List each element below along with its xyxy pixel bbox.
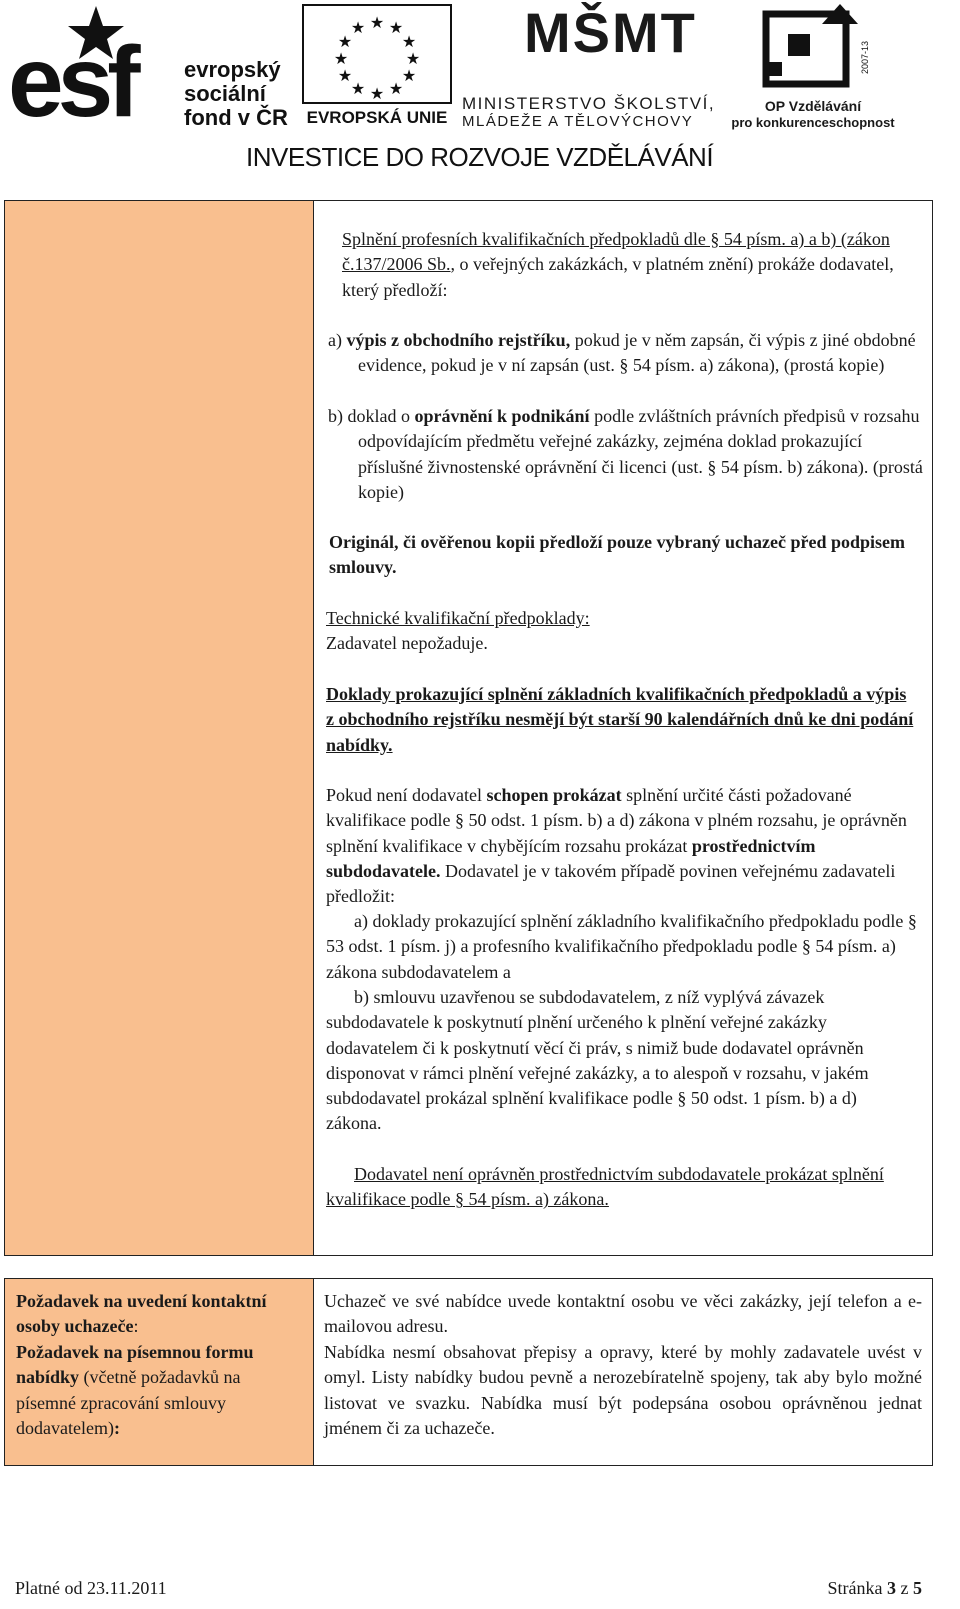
footer-valid-from: Platné od 23.11.2011 bbox=[15, 1578, 167, 1598]
table-row-qualification bbox=[4, 200, 933, 1256]
slogan: INVESTICE DO ROZVOJE VZDĚLÁVÁNÍ bbox=[246, 142, 714, 172]
tech-heading: Technické kvalifikační předpoklady: bbox=[326, 608, 590, 628]
msmt-line2: MLÁDEŽE A TĚLOVÝCHOVY bbox=[462, 113, 694, 130]
subcontractor-paragraph: Pokud není dodavatel schopen prokázat splnění určité části požadované kvalifikace podle § 50 odst. 1 písm. b) a d) zákona v plném rozsahu, je oprávněn splnění kvalifikace v chybějícím rozsahu prokázat prostřednictvím subdodavatele. Dodavatel je v takovém případě povinen veřejnému zadavateli předložit: bbox=[326, 785, 907, 907]
label-cell bbox=[5, 1279, 314, 1465]
age-note: Doklady prokazující splnění základních kvalifikačních předpokladů a výpis z obchodního rejstříku nesmějí být starší 90 kalendářních dnů ke dni podání nabídky. bbox=[326, 684, 914, 755]
svg-text:★: ★ bbox=[333, 51, 349, 68]
svg-text:★: ★ bbox=[401, 34, 417, 51]
content-cell bbox=[314, 201, 932, 1255]
contact-requirement-label: Požadavek na uvedení kontaktní osoby uchazeče: bbox=[16, 1291, 267, 1337]
esf-mark: esf bbox=[8, 26, 135, 138]
eu-text: EVROPSKÁ UNIE bbox=[306, 108, 448, 127]
msmt-mark: MŠMT bbox=[524, 1, 697, 64]
svg-text:★: ★ bbox=[369, 86, 385, 102]
svg-text:★: ★ bbox=[369, 15, 385, 32]
esf-logo bbox=[8, 4, 298, 138]
sub-item-a: a) doklady prokazující splnění základního kvalifikačního předpokladu podle § 53 odst. 1 písm. j) a profesního kvalifikačního předpokladu podle § 54 písm. a) zákona subdodavatelem a bbox=[326, 911, 917, 982]
esf-text: evropský sociální fond v ČR bbox=[184, 57, 288, 130]
op-logo bbox=[728, 4, 898, 130]
msmt-logo bbox=[462, 1, 722, 130]
op-arrow-icon bbox=[728, 4, 898, 96]
svg-text:★: ★ bbox=[405, 51, 421, 68]
op-line1: OP Vzdělávání bbox=[764, 98, 862, 114]
contact-requirement-text: Uchazeč ve své nabídce uvede kontaktní osobu ve věci zakázky, její telefon a e-mailovou adresu. bbox=[324, 1291, 922, 1337]
op-line2: pro konkurenceschopnost bbox=[731, 115, 895, 130]
label-cell bbox=[5, 201, 314, 1255]
content-cell bbox=[314, 1279, 932, 1465]
item-a: a) výpis z obchodního rejstříku, pokud je v něm zapsán, či výpis z jiné obdobné evidence, pokud je v ní zapsán (ust. § 54 písm. a) zákona), (prostá kopie) bbox=[328, 330, 916, 376]
svg-text:★: ★ bbox=[388, 20, 404, 37]
footer-page-number: Stránka 3 z 5 bbox=[827, 1578, 922, 1598]
svg-text:★: ★ bbox=[350, 20, 366, 37]
svg-text:★: ★ bbox=[337, 34, 353, 51]
eu-logo bbox=[302, 4, 450, 130]
original-note: Originál, či ověřenou kopii předloží pouze vybraný uchazeč před podpisem smlouvy. bbox=[329, 532, 906, 578]
written-form-text: Nabídka nesmí obsahovat přepisy a opravy, které by mohly zadavatele uvést v omyl. Listy nabídky budou pevně a nerozebíratelně spojeny, tak aby bylo možné listovat ve svazku. Nabídka musí být podepsána osobou oprávněnou jednat jménem či za uchazeče. bbox=[324, 1342, 922, 1438]
header-logos bbox=[0, 0, 960, 172]
svg-text:★: ★ bbox=[401, 68, 417, 85]
intro-paragraph: Splnění profesních kvalifikačních předpokladů dle § 54 písm. a) a b) (zákon č.137/2006 Sb., o veřejných zakázkách, v platném znění) prokáže dodavatel, který předloží: bbox=[342, 229, 894, 300]
sub-item-b: b) smlouvu uzavřenou se subdodavatelem, z níž vyplývá závazek subdodavatele k poskytnutí plnění určeného k plnění veřejné zakázky dodavatelem či k poskytnutí věcí či práv, s nimiž bude dodavatel oprávněn disponovat v rámci plnění veřejné zakázky, a to alespoň v rozsahu, v jakém subdodavatel prokázal splnění kvalifikace podle § 50 odst. 1 písm. b) a d) zákona. bbox=[326, 987, 869, 1134]
eu-flag bbox=[302, 4, 452, 104]
table-row-contact bbox=[4, 1278, 933, 1466]
msmt-line1: MINISTERSTVO ŠKOLSTVÍ, bbox=[462, 94, 716, 113]
final-note: Dodavatel není oprávněn prostřednictvím subdodavatele prokázat splnění kvalifikace podle § 54 písm. a) zákona. bbox=[326, 1164, 884, 1210]
item-b: b) doklad o oprávnění k podnikání podle zvláštních právních předpisů v rozsahu odpovídajícím předmětu veřejné zakázky, zejména doklad prokazující příslušné živnostenské oprávnění či licenci (ust. § 54 písm. b) zákona). (prostá kopie) bbox=[328, 406, 923, 502]
svg-text:★: ★ bbox=[337, 68, 353, 85]
svg-text:★: ★ bbox=[350, 81, 366, 98]
written-form-label: Požadavek na písemnou formu nabídky (včetně požadavků na písemné zpracování smlouvy dodavatelem): bbox=[16, 1342, 254, 1438]
tech-value: Zadavatel nepožaduje. bbox=[326, 633, 488, 653]
eu-stars-icon bbox=[304, 6, 450, 102]
svg-text:2007-13: 2007-13 bbox=[860, 40, 870, 74]
svg-text:★: ★ bbox=[388, 81, 404, 98]
